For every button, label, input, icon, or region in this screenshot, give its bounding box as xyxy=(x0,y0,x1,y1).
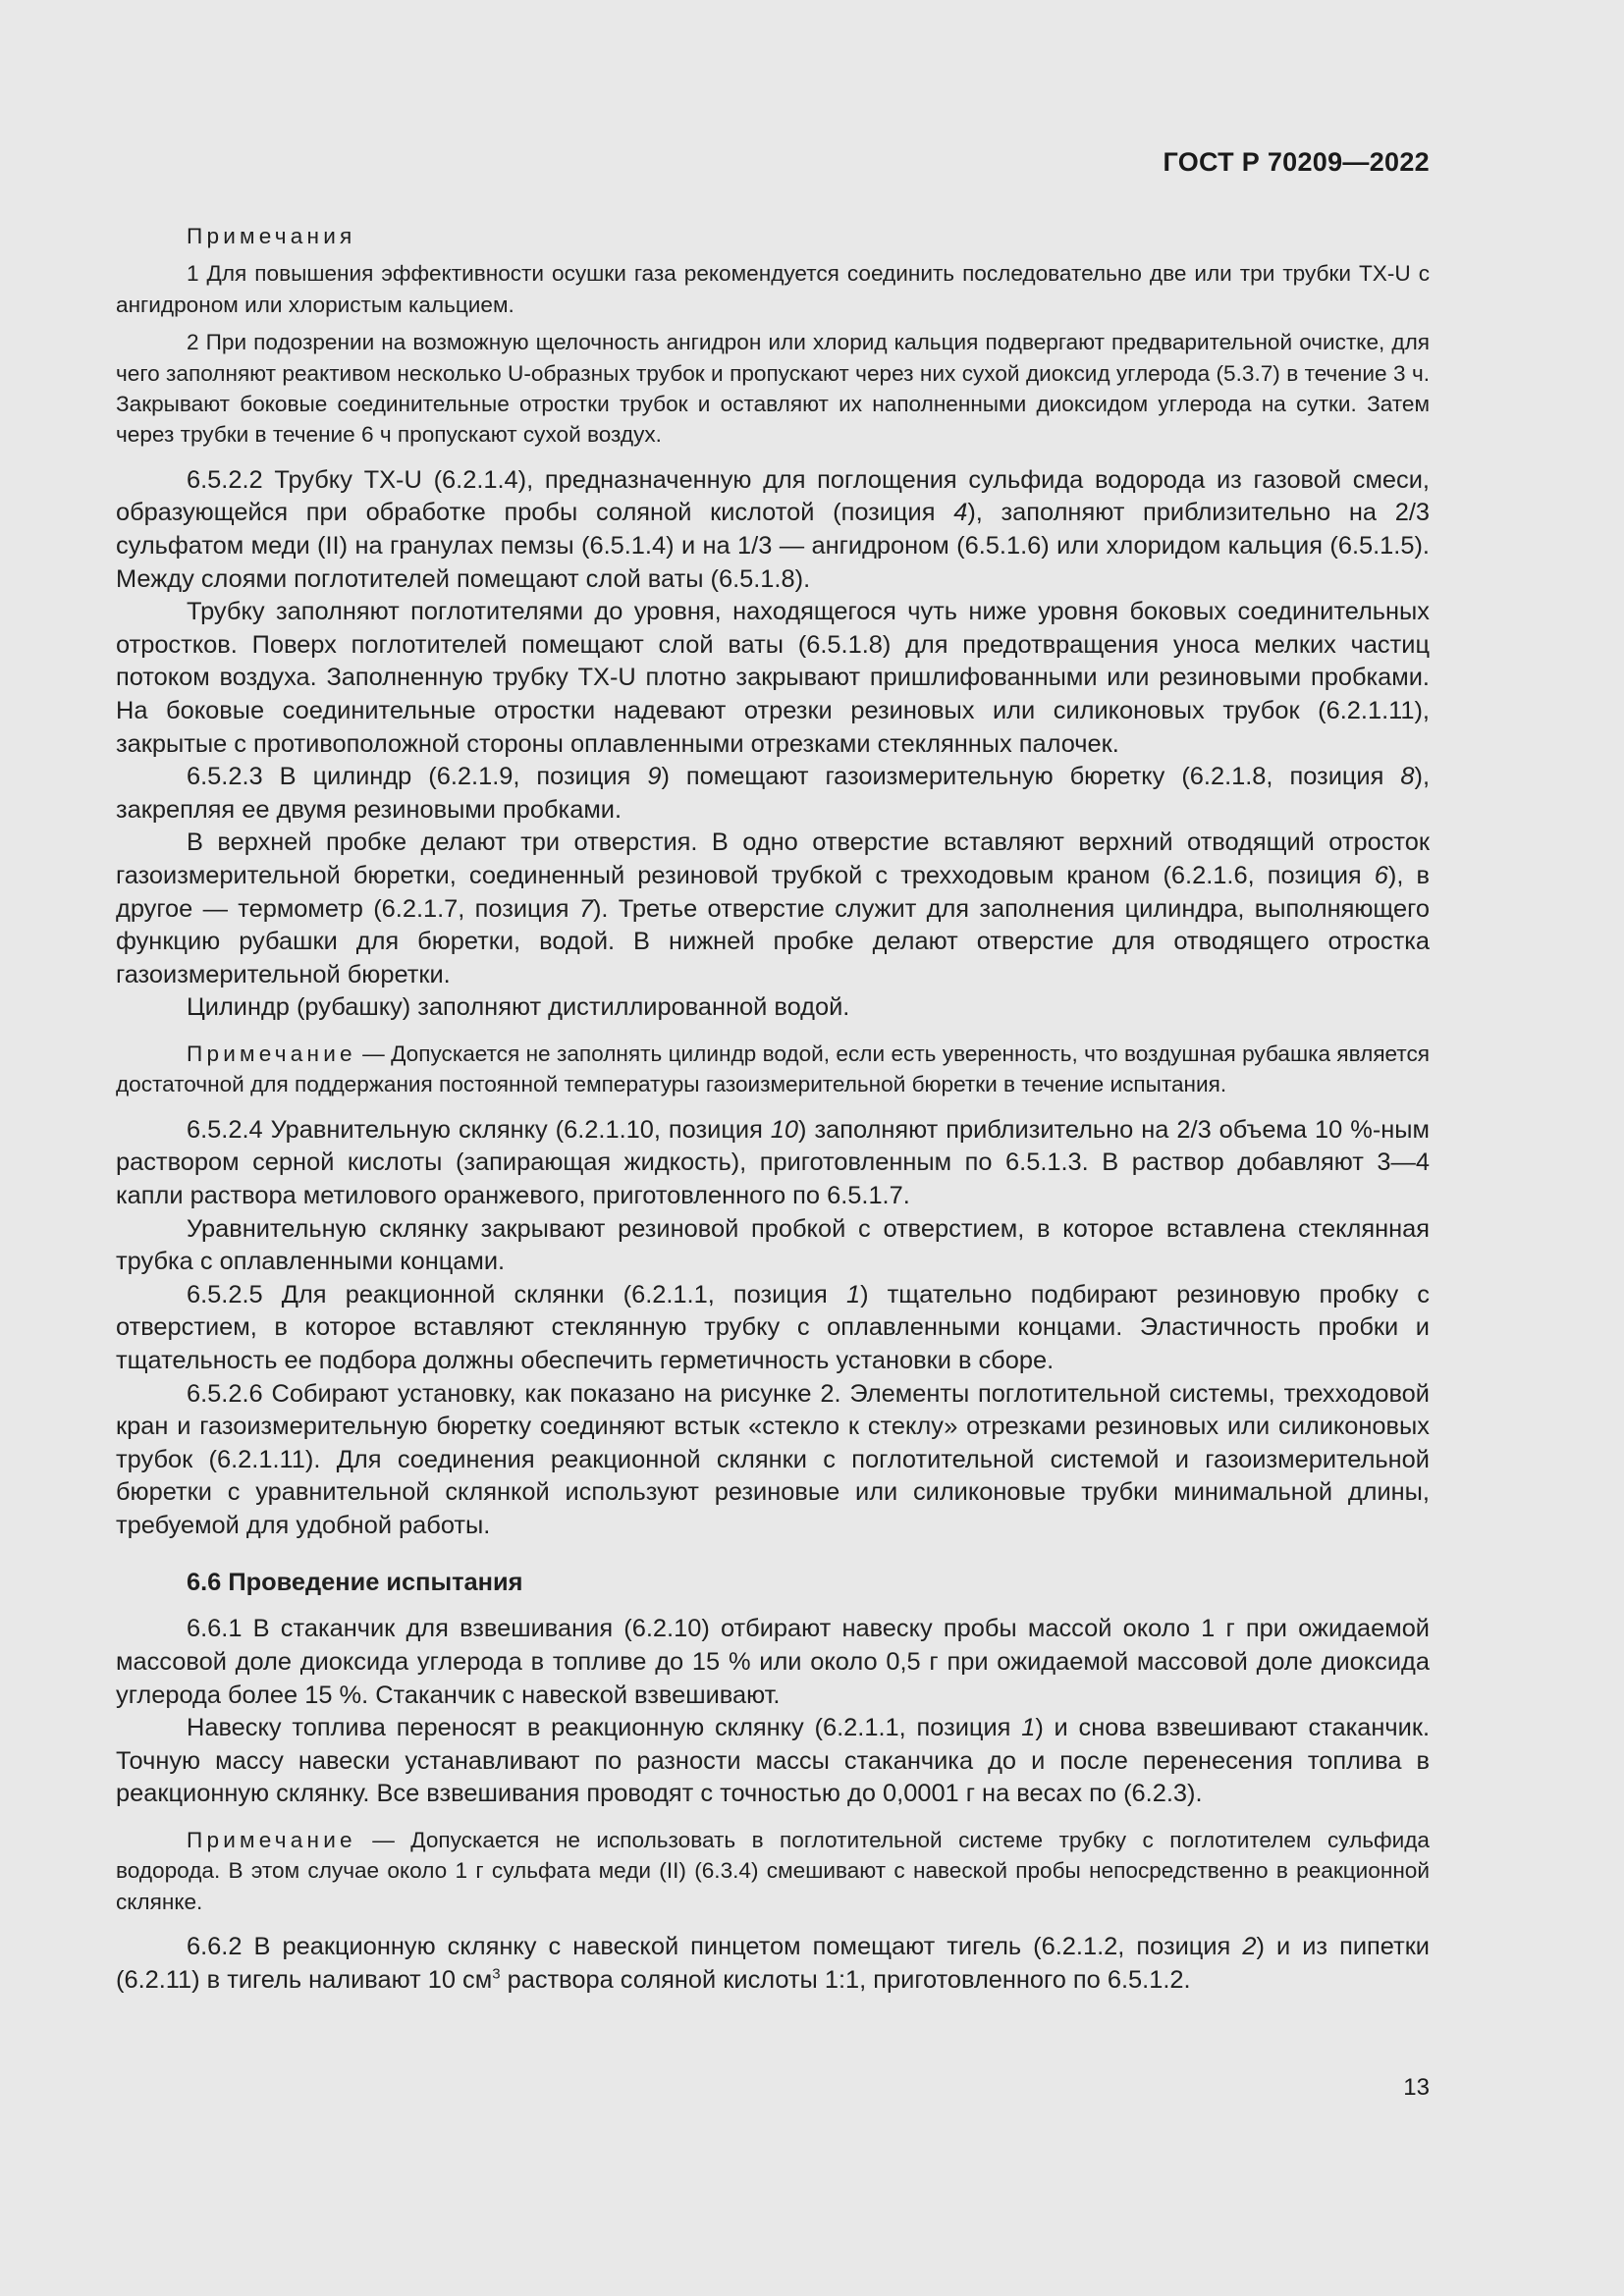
paragraph-6-6-1-cont: Навеску топлива переносят в реакционную склянку (6.2.1.1, позиция 1) и снова взвешивают стаканчик. Точную массу навески устанавливают по разности массы стаканчика до и после перенесения топлива в реакционную склянку. Все взвешивания проводят с точностью до 0,0001 г на весах по (6.2.3). xyxy=(116,1714,1430,1808)
paragraph-6-6-2: 6.6.2 В реакционную склянку с навеской пинцетом помещают тигель (6.2.1.2, позиция 2) и из пипетки (6.2.11) в тигель наливают 10 $см^3$ раствора соляной кислоты 1:1, приготовленного по 6.5.1.2. xyxy=(116,1933,1430,1994)
section-title-6-6: 6.6 Проведение испытания xyxy=(187,1569,523,1597)
paragraph-6-5-2-4: 6.5.2.4 Уравнительную склянку (6.2.1.10, позиция 10) заполняют приблизительно на 2/3 объема 10 %-ным раствором серной кислоты (запирающая жидкость), приготовленным по 6.5.1.3. В раствор добавляют 3—4 капли раствора метилового оранжевого, приготовленного по 6.5.1.7. xyxy=(116,1115,1430,1209)
paragraph-6-5-2-2-cont: Трубку заполняют поглотителями до уровня, находящегося чуть ниже уровня боковых соединительных отростков. Поверх поглотителей помещают слой ваты (6.5.1.8) для предотвращения уноса мелких частиц потоком воздуха. Заполненную трубку TX-U плотно закрывают пришлифованными или резиновыми пробками. На боковые соединительные отростки надевают отрезки резиновых или силиконовых трубок (6.2.1.11), закрытые с противоположной стороны оплавленными отрезками стеклянных палочек. xyxy=(116,598,1430,758)
paragraph-6-5-2-3-holes: В верхней пробке делают три отверстия. В одно отверстие вставляют верхний отводящий отросток газоизмерительной бюретки, соединенный резиновой трубкой с трехходовым краном (6.2.1.6, позиция 6), в другое — термометр (6.2.1.7, позиция 7). Третье отверстие служит для заполнения цилиндра, выполняющего функцию рубашки для бюретки, водой. В нижней пробке делают отверстие для отводящего отростка газоизмерительной бюретки. xyxy=(116,828,1430,988)
page-content xyxy=(116,221,1430,1997)
paragraph-6-5-2-5: 6.5.2.5 Для реакционной склянки (6.2.1.1, позиция 1) тщательно подбирают резиновую пробку с отверстием, в которое вставляют стеклянную трубку с оплавленными концами. Эластичность пробки и тщательность ее подбора должны обеспечить герметичность установки в сборе. xyxy=(116,1280,1430,1374)
page-number: 13 xyxy=(1403,2074,1430,2101)
notes-heading: Примечания xyxy=(187,224,356,248)
document-standard-header: ГОСТ Р 70209—2022 xyxy=(1163,147,1430,177)
note-2: 2 При подозрении на возможную щелочность ангидрон или хлорид кальция подвергают предварительной очистке, для чего заполняют реактивом несколько U-образных трубок и пропускают через них сухой диоксид углерода (5.3.7) в течение 3 ч. Закрывают боковые соединительные отростки трубок и оставляют их наполненными диоксидом углерода на сутки. Затем через трубки в течение 6 ч пропускают сухой воздух. xyxy=(116,330,1430,448)
paragraph-6-6-1: 6.6.1 В стаканчик для взвешивания (6.2.10) отбирают навеску пробы массой около 1 г при ожидаемой массовой доле диоксида углерода в топливе до 15 % или около 0,5 г при ожидаемой массовой доле диоксида углерода более 15 %. Стаканчик с навеской взвешивают. xyxy=(116,1615,1430,1709)
paragraph-6-5-2-3-water: Цилиндр (рубашку) заполняют дистиллированной водой. xyxy=(187,993,850,1022)
note-1: 1 Для повышения эффективности осушки газа рекомендуется соединить последовательно две или три трубки TX-U с ангидроном или хлористым кальцием. xyxy=(116,261,1430,317)
paragraph-6-5-2-2: 6.5.2.2 Трубку TX-U (6.2.1.4), предназначенную для поглощения сульфида водорода из газовой смеси, образующейся при обработке пробы соляной кислотой (позиция 4), заполняют приблизительно на 2/3 сульфатом меди (II) на гранулах пемзы (6.5.1.4) и на 1/3 — ангидроном (6.5.1.6) или хлоридом кальция (6.5.1.5). Между слоями поглотителей помещают слой ваты (6.5.1.8). xyxy=(116,465,1431,593)
paragraph-6-5-2-4-cont: Уравнительную склянку закрывают резиновой пробкой с отверстием, в которое вставлена стеклянная трубка с оплавленными концами. xyxy=(116,1214,1430,1276)
note-sulfide: Примечание — Допускается не использовать в поглотительной системе трубку с поглотителем сульфида водорода. В этом случае около 1 г сульфата меди (II) (6.3.4) смешивают с навеской пробы непосредственно в реакционной склянке. xyxy=(116,1828,1430,1914)
note-cylinder: Примечание — Допускается не заполнять цилиндр водой, если есть уверенность, что воздушная рубашка является достаточной для поддержания постоянной температуры газоизмерительной бюретки в течение испытания. xyxy=(116,1041,1430,1097)
paragraph-6-5-2-3: 6.5.2.3 В цилиндр (6.2.1.9, позиция 9) помещают газоизмерительную бюретку (6.2.1.8, позиция 8), закрепляя ее двумя резиновыми пробками. xyxy=(116,763,1430,824)
paragraph-6-5-2-6: 6.5.2.6 Собирают установку, как показано на рисунке 2. Элементы поглотительной системы, трехходовой кран и газоизмерительную бюретку соединяют встык «стекло к стеклу» отрезками резиновых или силиконовых трубок (6.2.1.11). Для соединения реакционной склянки с поглотительной системой и газоизмерительной бюретки с уравнительной склянкой используют резиновые или силиконовые трубки минимальной длины, требуемой для удобной работы. xyxy=(116,1379,1430,1539)
